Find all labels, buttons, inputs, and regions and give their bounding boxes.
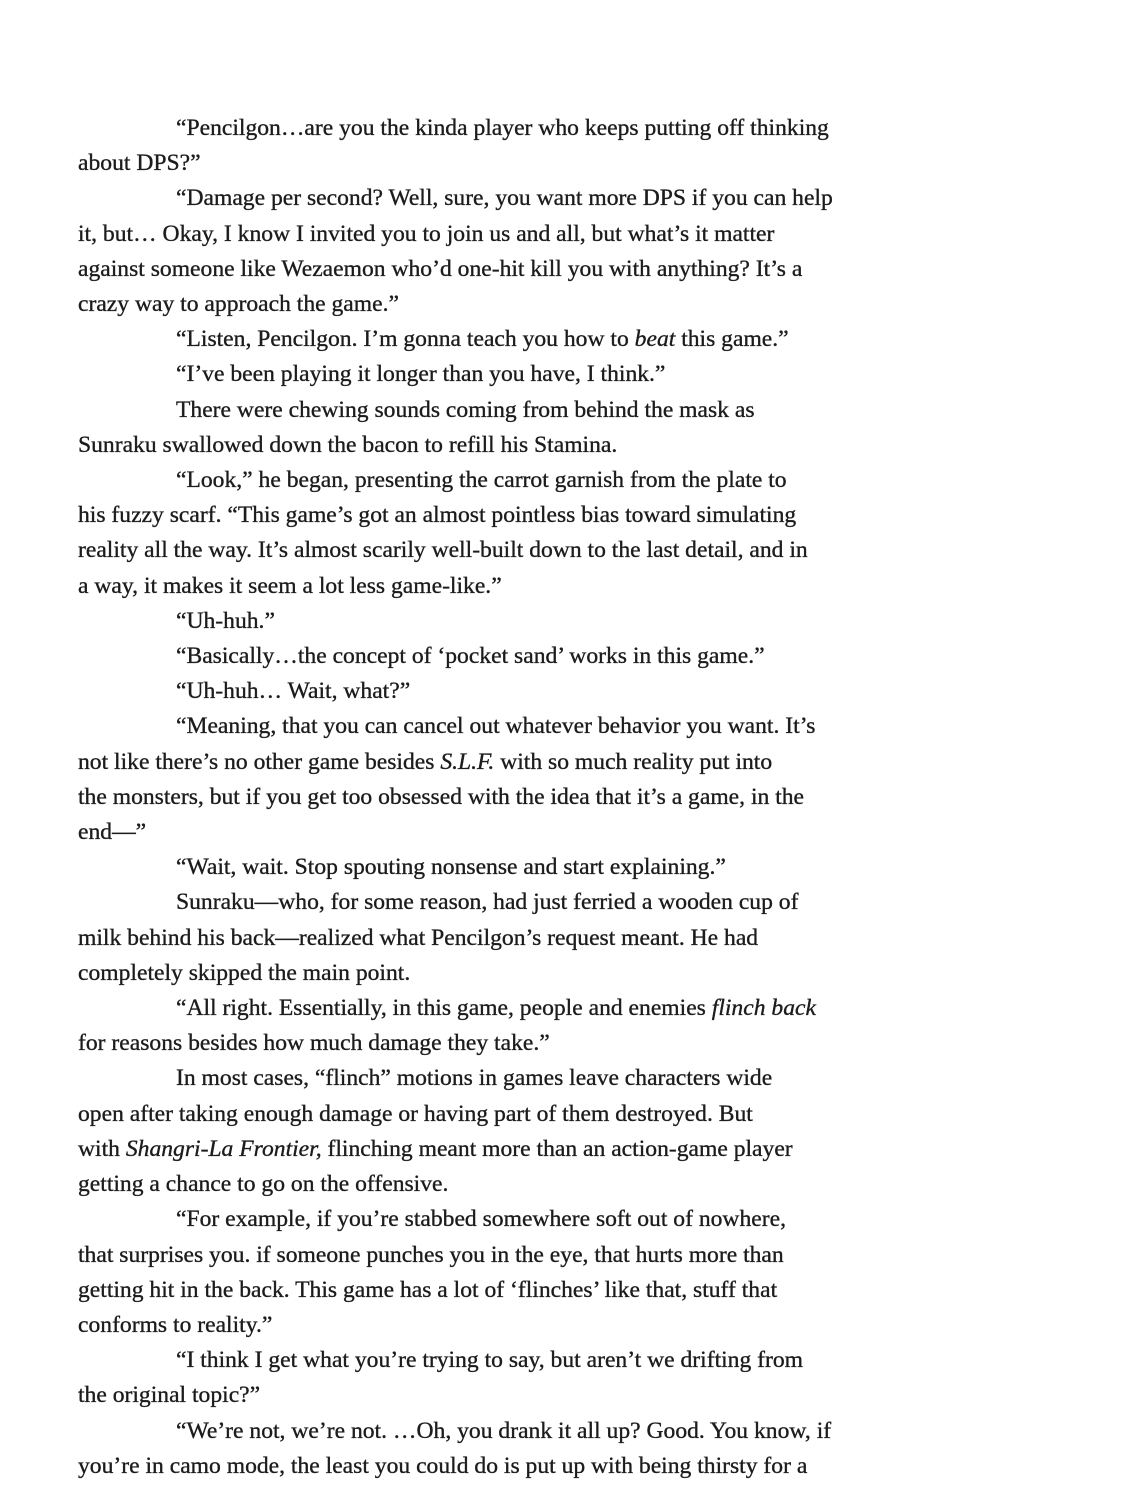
text-line: [78, 1026, 998, 1061]
text-line: [78, 1273, 998, 1308]
text-line: [78, 885, 998, 920]
text-line: [78, 181, 998, 216]
paragraph: [78, 639, 998, 674]
paragraph: [78, 181, 998, 322]
paragraph: [78, 1061, 998, 1202]
text-line: [78, 745, 998, 780]
text-line: [78, 1061, 998, 1096]
text-run: getting hit in the back. This game has a lot of ‘flinches’ like that, stuff that: [78, 1276, 778, 1303]
text-line: [78, 322, 998, 357]
text-run: Shangri-La Frontier,: [125, 1135, 322, 1162]
text-run: not like there’s no other game besides: [78, 748, 441, 775]
text-run: “I’ve been playing it longer than you have, I think.”: [176, 361, 666, 388]
paragraph: [78, 604, 998, 639]
text-line: [78, 146, 998, 181]
paragraph: [78, 1202, 998, 1343]
text-line: [78, 498, 998, 533]
text-run: flinching meant more than an action-game player: [321, 1135, 793, 1162]
text-run: Sunraku—who, for some reason, had just ferried a wooden cup of: [176, 889, 799, 916]
text-run: getting a chance to go on the offensive.: [78, 1171, 449, 1198]
text-line: [78, 1167, 998, 1202]
text-line: [78, 252, 998, 287]
paragraph: [78, 111, 998, 181]
text-run: “We’re not, we’re not. …Oh, you drank it all up? Good. You know, if: [176, 1417, 832, 1444]
text-line: [78, 1202, 998, 1237]
text-run: reality all the way. It’s almost scarily well-built down to the last detail, and in: [78, 537, 808, 564]
text-run: against someone like Wezaemon who’d one-hit kill you with anything? It’s a: [78, 255, 803, 282]
text-line: [78, 111, 998, 146]
text-run: his fuzzy scarf. “This game’s got an almost pointless bias toward simulating: [78, 502, 797, 529]
text-line: [78, 1238, 998, 1273]
text-run: you’re in camo mode, the least you could do is put up with being thirsty for a: [78, 1452, 808, 1479]
text-run: “Listen, Pencilgon. I’m gonna teach you how to: [176, 326, 635, 353]
text-run: the monsters, but if you get too obsessed with the idea that it’s a game, in the: [78, 783, 805, 810]
text-run: completely skipped the main point.: [78, 959, 411, 986]
text-line: [78, 287, 998, 322]
text-line: [78, 217, 998, 252]
text-line: [78, 463, 998, 498]
paragraph: [78, 1414, 998, 1484]
text-run: “Meaning, that you can cancel out whatever behavior you want. It’s: [176, 713, 816, 740]
text-run: “Pencilgon…are you the kinda player who keeps putting off thinking: [176, 115, 829, 141]
text-run: flinch back: [711, 995, 816, 1022]
text-run: that surprises you. if someone punches you in the eye, that hurts more than: [78, 1241, 784, 1268]
text-run: about DPS?”: [78, 150, 201, 177]
text-run: conforms to reality.”: [78, 1311, 273, 1338]
text-run: In most cases, “flinch” motions in games leave characters wide: [176, 1065, 773, 1092]
text-run: for reasons besides how much damage they take.”: [78, 1030, 550, 1057]
text-line: [78, 533, 998, 568]
text-line: [78, 569, 998, 604]
text-line: [78, 674, 998, 709]
paragraph: [78, 885, 998, 991]
paragraph: [78, 393, 998, 463]
text-run: with: [78, 1135, 126, 1162]
text-run: the original topic?”: [78, 1382, 261, 1409]
text-run: Sunraku swallowed down the bacon to refill his Stamina.: [78, 431, 618, 458]
text-line: [78, 639, 998, 674]
text-line: [78, 1132, 998, 1167]
text-line: [78, 604, 998, 639]
text-run: open after taking enough damage or having part of them destroyed. But: [78, 1100, 753, 1127]
text-run: “Wait, wait. Stop spouting nonsense and start explaining.”: [176, 854, 726, 881]
paragraph: [78, 850, 998, 885]
text-line: [78, 1378, 998, 1413]
text-line: [78, 709, 998, 744]
text-line: [78, 956, 998, 991]
text-run: it, but… Okay, I know I invited you to join us and all, but what’s it matter: [78, 220, 775, 247]
text-line: [78, 815, 998, 850]
text-run: beat: [634, 326, 676, 353]
text-run: with so much reality put into: [494, 748, 773, 775]
text-run: crazy way to approach the game.”: [78, 291, 399, 318]
paragraph: [78, 463, 998, 604]
text-line: [78, 1343, 998, 1378]
text-run: end—”: [78, 819, 147, 846]
text-run: a way, it makes it seem a lot less game-like.”: [78, 572, 502, 599]
text-line: [78, 921, 998, 956]
paragraph: [78, 674, 998, 709]
text-line: [78, 1449, 998, 1484]
paragraph: [78, 322, 998, 357]
text-run: “Look,” he began, presenting the carrot garnish from the plate to: [176, 467, 787, 494]
text-run: S.L.F.: [440, 748, 495, 775]
text-run: milk behind his back—realized what Pencilgon’s request meant. He had: [78, 924, 759, 951]
text-line: [78, 991, 998, 1026]
text-line: [78, 428, 998, 463]
book-page: [78, 111, 998, 1484]
text-line: [78, 1414, 998, 1449]
paragraph: [78, 991, 998, 1061]
text-line: [78, 393, 998, 428]
text-line: [78, 357, 998, 392]
text-run: “Basically…the concept of ‘pocket sand’ works in this game.”: [176, 643, 765, 670]
text-run: “I think I get what you’re trying to say, but aren’t we drifting from: [176, 1347, 804, 1374]
text-run: “For example, if you’re stabbed somewhere soft out of nowhere,: [176, 1206, 786, 1233]
text-run: There were chewing sounds coming from behind the mask as: [176, 396, 755, 423]
text-run: “Uh-huh… Wait, what?”: [176, 678, 411, 705]
text-run: this game.”: [675, 326, 789, 353]
text-line: [78, 1308, 998, 1343]
text-run: “Uh-huh.”: [176, 607, 275, 634]
text-line: [78, 1097, 998, 1132]
paragraph: [78, 357, 998, 392]
text-line: [78, 850, 998, 885]
paragraph: [78, 709, 998, 850]
text-run: “All right. Essentially, in this game, people and enemies: [176, 995, 712, 1022]
text-run: “Damage per second? Well, sure, you want more DPS if you can help: [176, 185, 833, 212]
paragraph: [78, 1343, 998, 1413]
text-line: [78, 780, 998, 815]
